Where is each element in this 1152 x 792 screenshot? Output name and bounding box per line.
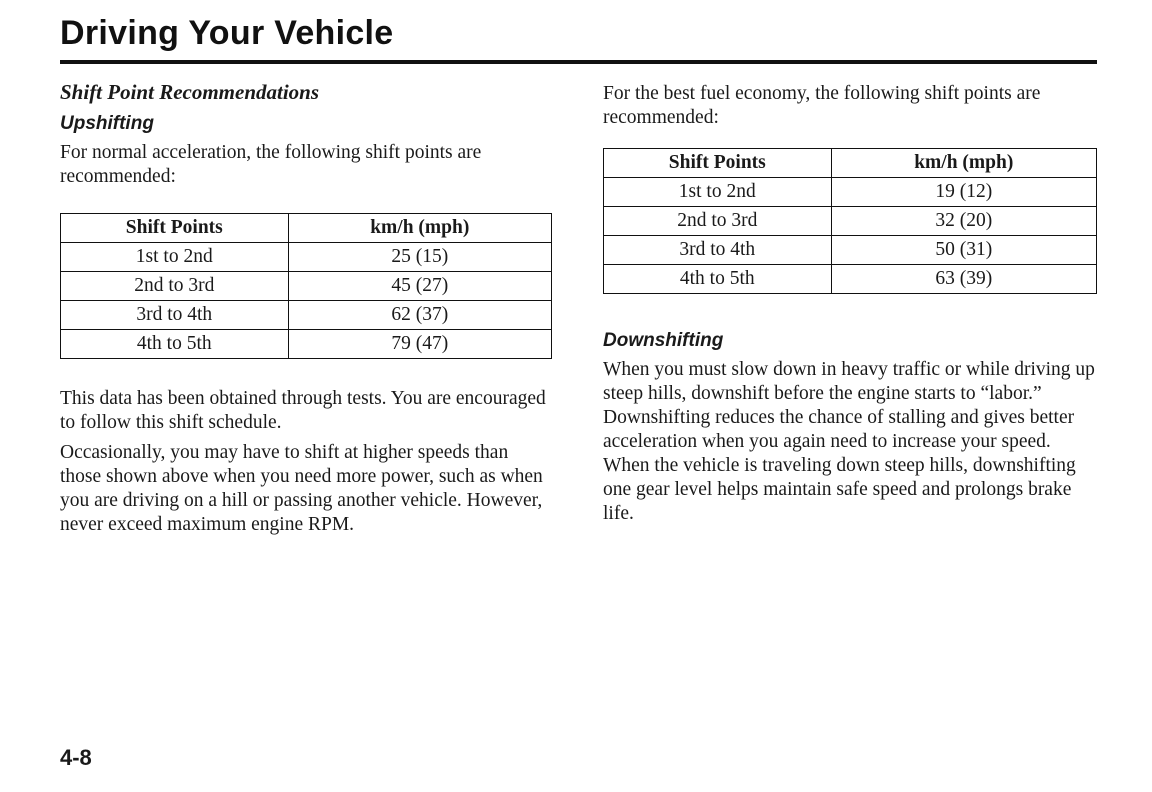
table-header-cell: Shift Points: [61, 214, 289, 243]
table-row: [61, 243, 552, 272]
table-cell: 25 (15): [288, 243, 551, 272]
table-row: [604, 207, 1097, 236]
table-row: [604, 265, 1097, 294]
higher-speeds-paragraph: Occasionally, you may have to shift at higher speeds than those shown above when you need more power, such as when you are driving on a hill or passing another vehicle. However, never exceed maximum engine RPM.: [60, 442, 543, 535]
table-cell: 3rd to 4th: [61, 301, 289, 330]
table-header-cell: Shift Points: [604, 149, 832, 178]
table-cell: 62 (37): [288, 301, 551, 330]
table-cell: 4th to 5th: [61, 330, 289, 359]
table-cell: 2nd to 3rd: [604, 207, 832, 236]
table-cell: 1st to 2nd: [61, 243, 289, 272]
table-row: [61, 301, 552, 330]
upshifting-intro: For normal acceleration, the following shift points are recommended:: [60, 142, 482, 187]
fuel-economy-intro: For the best fuel economy, the following shift points are recommended:: [603, 83, 1041, 128]
table-cell: 50 (31): [831, 236, 1096, 265]
table-row: [604, 236, 1097, 265]
table-cell: 1st to 2nd: [604, 178, 832, 207]
downshifting-paragraph: When you must slow down in heavy traffic or while driving up steep hills, downshift before the engine starts to “labor.” Downshifting reduces the chance of stalling and gives better acceleration when you again need to increase your speed. When the vehicle is traveling down steep hills, downshifting one gear level helps maintain safe speed and prolongs brake life.: [603, 359, 1095, 524]
table-header-row: [604, 149, 1097, 178]
table-cell: 32 (20): [831, 207, 1096, 236]
right-column: [603, 82, 1097, 532]
test-data-paragraph: This data has been obtained through tests. You are encouraged to follow this shift schedule.: [60, 388, 546, 433]
table-cell: 2nd to 3rd: [61, 272, 289, 301]
section-heading: Shift Point Recommendations: [60, 80, 320, 104]
table-cell: 4th to 5th: [604, 265, 832, 294]
table-header-cell: km/h (mph): [288, 214, 551, 243]
table-cell: 3rd to 4th: [604, 236, 832, 265]
page-title: Driving Your Vehicle: [60, 14, 394, 52]
table-cell: 79 (47): [288, 330, 551, 359]
title-rule: [60, 60, 1097, 64]
table-row: [604, 178, 1097, 207]
table-cell: 45 (27): [288, 272, 551, 301]
normal-shift-table: [60, 213, 552, 359]
page-number: 4-8: [60, 745, 92, 770]
table-cell: 63 (39): [831, 265, 1096, 294]
table-row: [61, 330, 552, 359]
upshifting-heading: Upshifting: [60, 113, 154, 134]
economy-shift-table: [603, 148, 1097, 294]
table-header-cell: km/h (mph): [831, 149, 1096, 178]
table-header-row: [61, 214, 552, 243]
downshifting-heading: Downshifting: [603, 330, 724, 351]
table-cell: 19 (12): [831, 178, 1096, 207]
left-column: [60, 80, 552, 543]
table-row: [61, 272, 552, 301]
